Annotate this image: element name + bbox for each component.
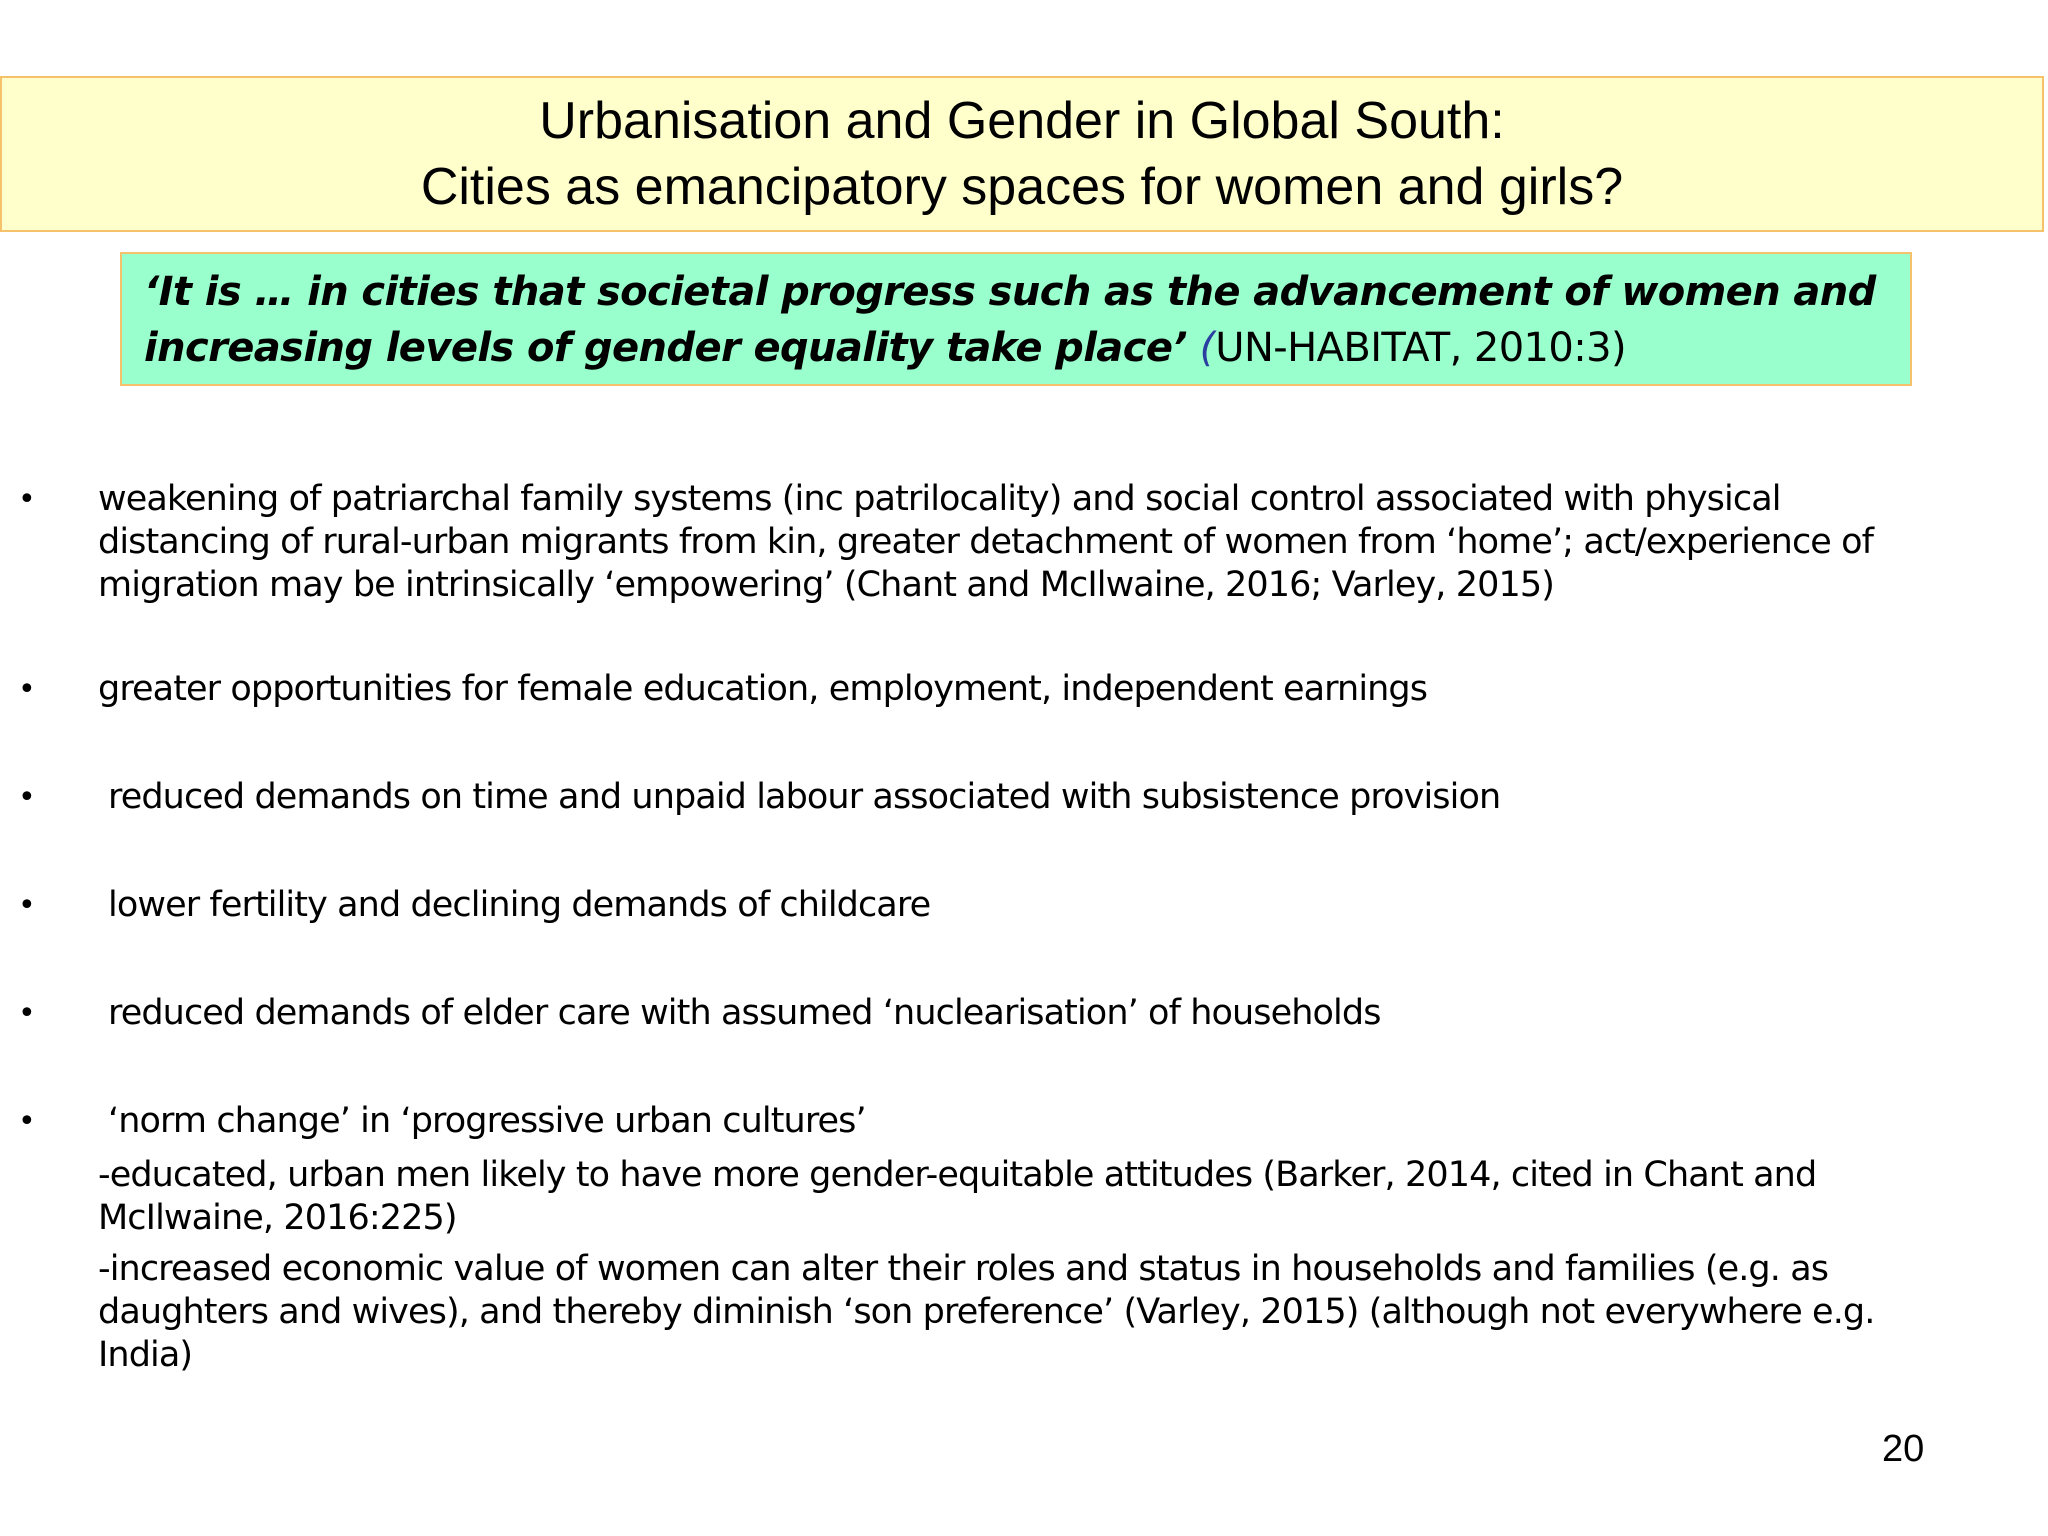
bullet-icon: •: [18, 482, 35, 517]
quote-text-1: ‘It is … in cities that societal progress such as the advancement of women and: [144, 269, 1876, 315]
bullet-text-4: [108, 884, 2008, 927]
bullet-icon: •: [18, 996, 35, 1031]
sub-item-1: [98, 1154, 1998, 1240]
bullet-3-line-1: reduced demands on time and unpaid labour associated with subsistence provision: [108, 777, 1501, 817]
bullet-icon: •: [18, 672, 35, 707]
sub-item-2-line-3: India): [98, 1335, 193, 1375]
sub-item-2: [98, 1248, 1998, 1377]
bullet-text-1: [98, 478, 1998, 607]
bullet-icon: •: [18, 780, 35, 815]
sub-item-1-line-2: McIlwaine, 2016:225): [98, 1198, 457, 1238]
quote-open-paren: (: [1199, 325, 1216, 371]
sub-item-2-line-2: daughters and wives), and thereby diminish ‘son preference’ (Varley, 2015) (although not everywhere e.g.: [98, 1292, 1875, 1332]
quote-citation: UN-HABITAT, 2010:3): [1215, 325, 1626, 371]
slide-title-line-1: Urbanisation and Gender in Global South:: [539, 92, 1505, 150]
quote-text-2: increasing levels of gender equality take place’: [144, 325, 1187, 371]
bullet-text-6: [108, 1100, 2008, 1143]
bullet-icon: •: [18, 888, 35, 923]
bullet-icon: •: [18, 1104, 35, 1139]
slide-title-line-2: Cities as emancipatory spaces for women and girls?: [420, 158, 1624, 216]
bullet-1-line-2: distancing of rural-urban migrants from kin, greater detachment of women from ‘home’; act/experience of: [98, 522, 1874, 562]
slide-title-box: [0, 76, 2044, 232]
bullet-4-line-1: lower fertility and declining demands of childcare: [108, 885, 931, 925]
bullet-1-line-1: weakening of patriarchal family systems (inc patrilocality) and social control associated with physical: [98, 479, 1781, 519]
bullet-5-line-1: reduced demands of elder care with assumed ‘nuclearisation’ of households: [108, 993, 1381, 1033]
bullet-text-5: [108, 992, 2008, 1035]
bullet-text-3: [108, 776, 2008, 819]
bullet-2-line-1: greater opportunities for female education, employment, independent earnings: [98, 669, 1428, 709]
bullet-text-2: [98, 668, 1998, 711]
quote-line-2: [144, 320, 1910, 376]
page-number: 20: [1882, 1428, 1925, 1470]
bullet-1-line-3: migration may be intrinsically ‘empowering’ (Chant and McIlwaine, 2016; Varley, 2015): [98, 565, 1554, 605]
sub-item-1-line-1: -educated, urban men likely to have more gender-equitable attitudes (Barker, 2014, cited in Chant and: [98, 1155, 1817, 1195]
quote-box: [120, 252, 1912, 386]
bullet-6-line-1: ‘norm change’ in ‘progressive urban cultures’: [108, 1101, 866, 1141]
sub-item-2-line-1: -increased economic value of women can alter their roles and status in households and families (e.g. as: [98, 1249, 1829, 1289]
quote-line-1: [144, 264, 1910, 320]
